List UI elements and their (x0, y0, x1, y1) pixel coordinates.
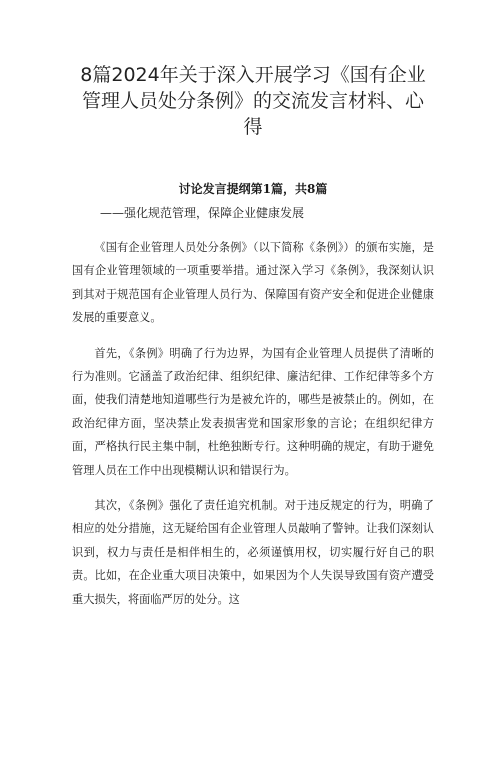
document-page (0, 62, 500, 769)
paragraph-3: 其次，《条例》强化了责任追究机制。对于违反规定的行为，明确了相应的处分措施，这无疑给国有企业管理人员敲响了警钟。让我们深刻认识到，权力与责任是相伴相生的，必须谨慎用权，切实履行好自己的职责。比如，在企业重大项目决策中，如果因为个人失误导致国有资产遭受重大损失，将面临严厉的处分。这 (72, 499, 434, 606)
document-title: 8篇2024年关于深入开展学习《国有企业管理人员处分条例》的交流发言材料、心得 (80, 64, 426, 138)
section-subtitle: ——强化规范管理，保障企业健康发展 (100, 206, 305, 220)
paragraph-2: 首先，《条例》明确了行为边界，为国有企业管理人员提供了清晰的行为准则。它涵盖了政治纪律、组织纪律、廉洁纪律、工作纪律等多个方面，使我们清楚地知道哪些行为是被允许的，哪些是被禁止的。例如，在政治纪律方面，坚决禁止发表损害党和国家形象的言论；在组织纪律方面，严格执行民主集中制，杜绝独断专行。这种明确的规定，有助于避免管理人员在工作中出现模糊认识和错误行为。 (72, 346, 434, 477)
section-title: 讨论发言提纲第1篇，共8篇 (178, 182, 328, 196)
paragraph-1: 《国有企业管理人员处分条例》（以下简称《条例》）的颁布实施，是国有企业管理领域的一项重要举措。通过深入学习《条例》，我深刻认识到其对于规范国有企业管理人员行为、保障国有资产安全和促进企业健康发展的重要意义。 (72, 241, 434, 325)
